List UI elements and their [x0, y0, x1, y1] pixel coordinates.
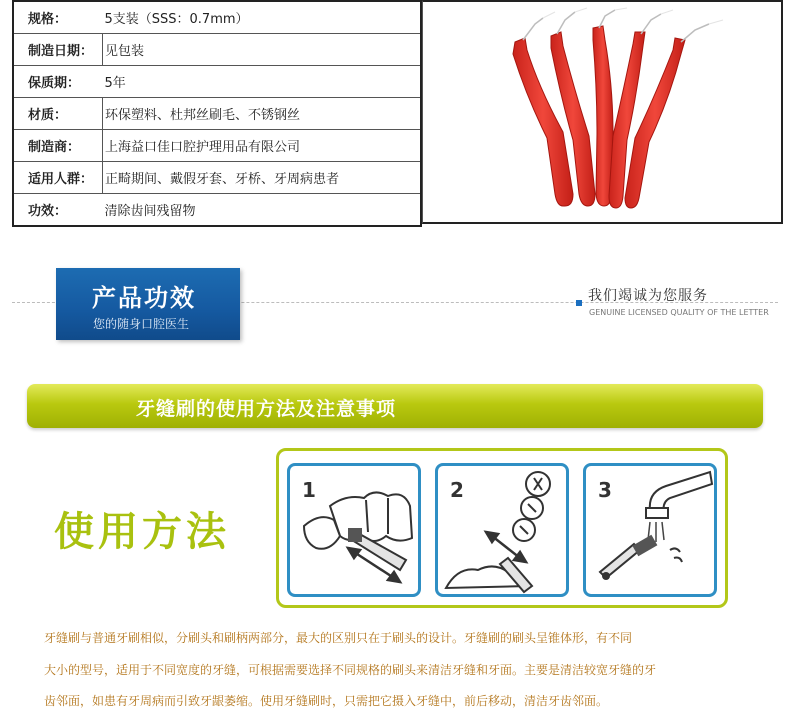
brushing-front-teeth-illustration: [290, 466, 418, 594]
step-number: 1: [302, 478, 316, 502]
spec-row: [13, 194, 421, 227]
spec-value: 环保塑料、杜邦丝刷毛、不锈钢丝: [103, 98, 422, 130]
usage-title: 使用方法: [54, 509, 230, 555]
step-number: 2: [450, 478, 464, 502]
spec-label: 适用人群：: [13, 162, 103, 194]
spec-value: 正畸期间、戴假牙套、牙桥、牙周病患者: [103, 162, 422, 194]
interdental-brushes-illustration: [423, 2, 781, 222]
description-line-1: 牙缝刷与普通牙刷相似，分刷头和刷柄两部分，最大的区别只在于刷头的设计。牙缝刷的刷头呈锥体形，有不同: [44, 631, 633, 645]
spec-row: [13, 66, 421, 98]
spec-table: [12, 0, 422, 227]
service-subtitle: GENUINE LICENSED QUALITY OF THE LETTER: [589, 308, 769, 317]
description-line-3: 齿邻面，如患有牙周病而引致牙龈萎缩。使用牙缝刷时，只需把它摄入牙缝中，前后移动，清洁牙齿邻面。: [44, 694, 609, 708]
usage-steps-frame: [276, 448, 728, 608]
step-number: 3: [598, 478, 612, 502]
spec-value: 清除齿间残留物: [103, 194, 422, 227]
usage-step-3: [583, 463, 717, 597]
usage-step-2: [435, 463, 569, 597]
spec-row: [13, 162, 421, 194]
service-title: 我们竭诚为您服务: [588, 288, 708, 304]
description-line-2: 大小的型号，适用于不同宽度的牙缝，可根据需要选择不同规格的刷头来清洁牙缝和牙面。主要是清洁较宽牙缝的牙: [44, 663, 657, 677]
section-title: 牙缝刷的使用方法及注意事项: [136, 398, 397, 420]
spec-label: 制造商：: [13, 130, 103, 162]
spec-label: 功效：: [13, 194, 103, 227]
product-image: [422, 0, 783, 224]
spec-row: [13, 34, 421, 66]
brushing-back-teeth-illustration: [438, 466, 566, 594]
spec-row: [13, 98, 421, 130]
spec-value: 见包装: [103, 34, 422, 66]
product-effect-banner: [56, 268, 240, 340]
spec-label: 材质：: [13, 98, 103, 130]
spec-value: 上海益口佳口腔护理用品有限公司: [103, 130, 422, 162]
spec-row: [13, 1, 421, 34]
spec-value: 5年: [103, 66, 422, 98]
spec-label: 保质期：: [13, 66, 103, 98]
usage-step-1: [287, 463, 421, 597]
spec-value: 5支装（SSS：0.7mm）: [103, 1, 422, 34]
product-effect-title: 产品功效: [92, 284, 196, 312]
spec-label: 规格：: [13, 1, 103, 34]
spec-label: 制造日期：: [13, 34, 103, 66]
bullet-square-icon: [576, 300, 582, 306]
rinsing-brush-illustration: [586, 466, 714, 594]
product-effect-subtitle: 您的随身口腔医生: [93, 317, 190, 331]
spec-row: [13, 130, 421, 162]
